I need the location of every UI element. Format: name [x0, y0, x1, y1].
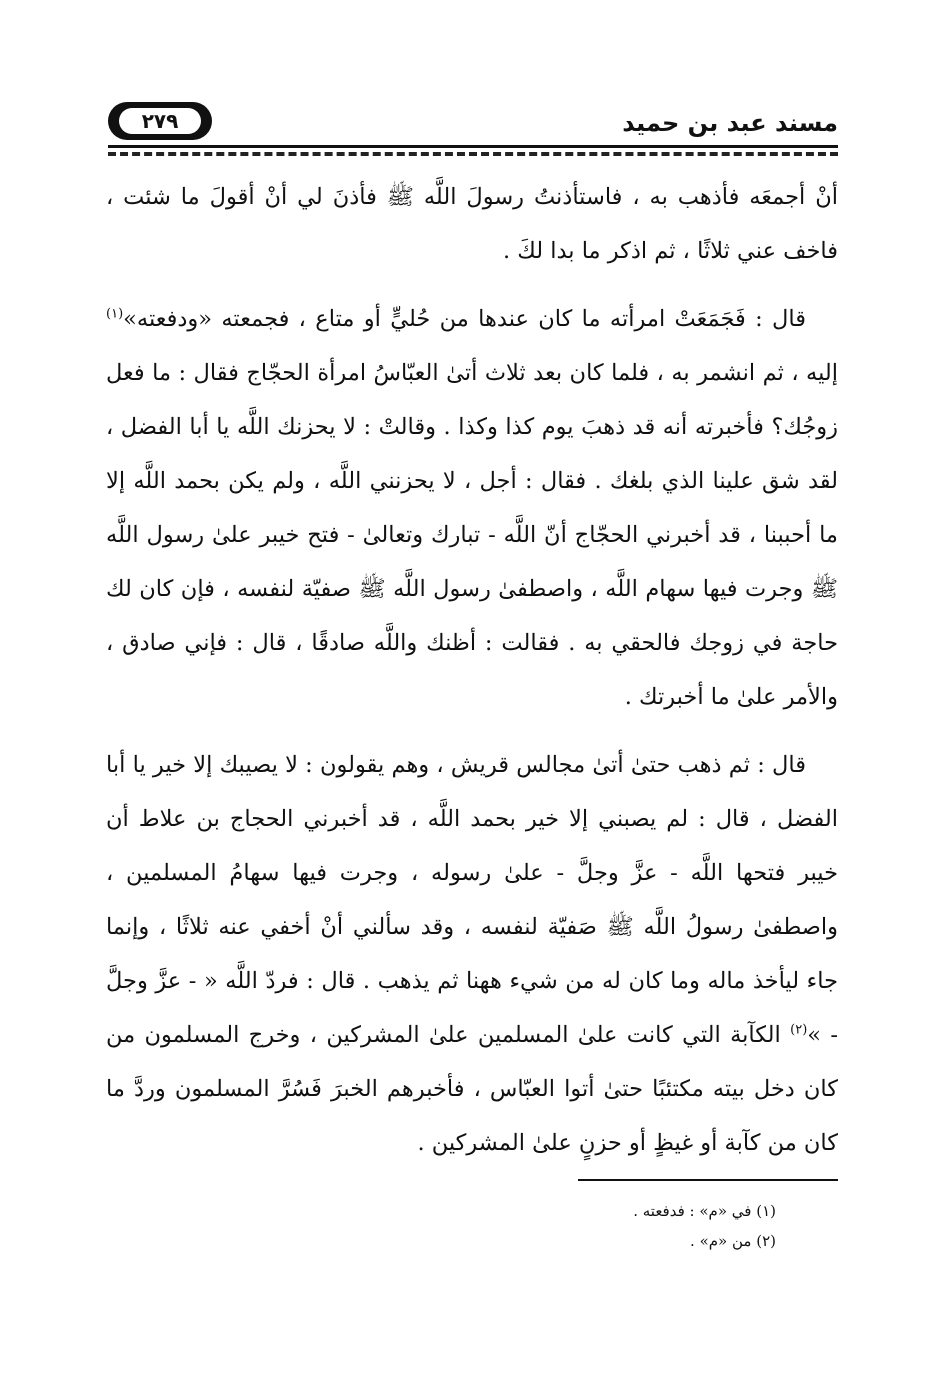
- footnote-1: (١) في «م» : فدفعته .: [633, 1202, 776, 1220]
- footnote-2: (٢) من «م» .: [690, 1232, 776, 1250]
- page-number-badge: [108, 102, 212, 140]
- body-text: [106, 170, 838, 1170]
- header-rule: [108, 145, 838, 148]
- paragraph-text: قال : فَجَمَعَتْ امرأته ما كان عندها من حُليٍّ أو متاع ، فجمعته «ودفعته»: [123, 306, 806, 332]
- header-dashed-rule: [108, 152, 838, 156]
- paragraph-1: [106, 170, 838, 278]
- paragraph-text-continued: إليه ، ثم انشمر به ، فلما كان بعد ثلاث أتىٰ العبّاسُ امرأة الحجّاج فقال : ما فعل زوجُك؟ فأخبرته أنه قد ذهبَ يوم كذا وكذا . وقالتْ : لا يحزنك اللَّه يا أبا الفضل ، لقد شق علينا الذي بلغك . فقال : أجل ، لا يحزنني اللَّه ، ولم يكن بحمد اللَّه إلا ما أحببنا ، قد أخبرني الحجّاج أنّ اللَّه - تبارك وتعالىٰ - فتح خيبر علىٰ رسول اللَّه ﷺ وجرت فيها سهام اللَّه ، واصطفىٰ رسول اللَّه ﷺ صفيّة لنفسه ، فإن كان لك حاجة في زوجك فالحقي به . فقالت : أظنك واللَّه صادقًا ، قال : فإني صادق ، والأمر علىٰ ما أخبرتك .: [106, 360, 838, 710]
- footnote-marker-1: (١): [106, 306, 124, 322]
- paragraph-2: [106, 292, 838, 724]
- footnotes: [476, 1196, 776, 1256]
- paragraph-3: [106, 738, 838, 1170]
- page-header: [108, 96, 838, 142]
- paragraph-text: أنْ أجمعَه فأذهب به ، فاستأذنتُ رسولَ اللَّه ﷺ فأذنَ لي أنْ أقولَ ما شئت ، فاخف عني ثلاثًا ، ثم اذكر ما بدا لكَ .: [106, 184, 838, 264]
- paragraph-text: قال : ثم ذهب حتىٰ أتىٰ مجالس قريش ، وهم يقولون : لا يصيبك إلا خير يا أبا الفضل ، قال : لم يصبني إلا خير بحمد اللَّه ، قد أخبرني الحجاج بن علاط أن خيبر فتحها اللَّه - عزَّ وجلَّ - علىٰ رسوله ، وجرت فيها سهامُ المسلمين ، واصطفىٰ رسولُ اللَّه ﷺ صَفيّة لنفسه ، وقد سألني أنْ أخفي عنه ثلاثًا ، وإنما جاء ليأخذ ماله وما كان له من شيء ههنا ثم يذهب . قال : فردّ اللَّه « - عزَّ وجلَّ - »: [106, 752, 838, 1048]
- book-title: مسند عبد بن حميد: [622, 109, 838, 137]
- page-number: ٢٧٩: [119, 108, 201, 134]
- footnote-marker-2: (٢): [790, 1022, 808, 1038]
- footnote-separator: [578, 1179, 838, 1181]
- paragraph-text-continued: الكآبة التي كانت علىٰ المسلمين علىٰ المشركين ، وخرج المسلمون من كان دخل بيته مكتئبًا حتىٰ أتوا العبّاس ، فأخبرهم الخبرَ فَسُرَّ المسلمون وردَّ ما كان من كآبة أو غيظٍ أو حزنٍ علىٰ المشركين .: [106, 1022, 838, 1156]
